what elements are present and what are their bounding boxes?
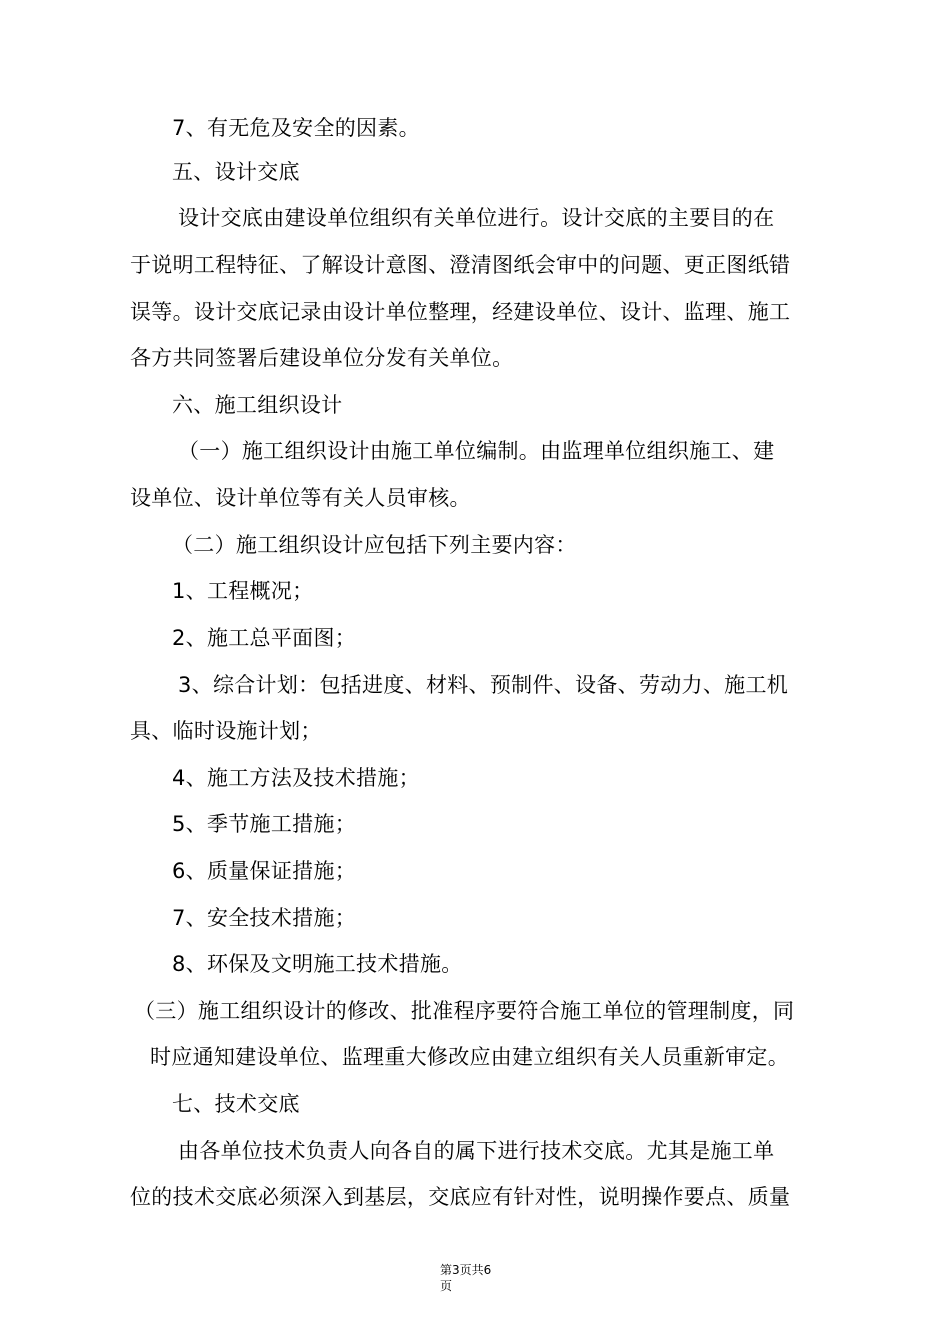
- paragraph-line: 位的技术交底必须深入到基层，交底应有针对性，说明操作要点、质量: [130, 1185, 791, 1209]
- section-heading-design-disclosure: 五、设计交底: [172, 160, 300, 184]
- list-item: 7、安全技术措施；: [172, 906, 357, 930]
- section-heading-construction-org-design: 六、施工组织设计: [172, 393, 343, 417]
- list-item-continuation: 具、临时设施计划；: [130, 719, 322, 743]
- list-item: 6、质量保证措施；: [172, 859, 357, 883]
- paragraph-line: 各方共同签署后建设单位分发有关单位。: [130, 346, 514, 370]
- section-heading-technical-disclosure: 七、技术交底: [172, 1092, 300, 1116]
- page-number-continuation: 页: [440, 1279, 453, 1293]
- list-item: 5、季节施工措施；: [172, 812, 357, 836]
- page-number: 第3页共6: [440, 1263, 492, 1277]
- paragraph-line: 于说明工程特征、了解设计意图、澄清图纸会审中的问题、更正图纸错: [130, 253, 791, 277]
- list-item-7-safety-factors: 7、有无危及安全的因素。: [172, 116, 420, 140]
- subsection-heading: （二）施工组织设计应包括下列主要内容：: [172, 533, 577, 557]
- paragraph-line: 时应通知建设单位、监理重大修改应由建立组织有关人员重新审定。: [150, 1045, 789, 1069]
- paragraph-line: （三）施工组织设计的修改、批准程序要符合施工单位的管理制度，同: [134, 999, 795, 1023]
- list-item: 8、环保及文明施工技术措施。: [172, 952, 463, 976]
- list-item: 1、工程概况；: [172, 579, 314, 603]
- paragraph-line: 误等。设计交底记录由设计单位整理，经建设单位、设计、监理、施工: [130, 300, 791, 324]
- paragraph-line: 设计交底由建设单位组织有关单位进行。设计交底的主要目的在: [178, 206, 775, 230]
- list-item: 3、综合计划：包括进度、材料、预制件、设备、劳动力、施工机: [178, 673, 789, 697]
- paragraph-line: 设单位、设计单位等有关人员审核。: [130, 486, 471, 510]
- paragraph-line: （一）施工组织设计由施工单位编制。由监理单位组织施工、建: [178, 439, 775, 463]
- paragraph-line: 由各单位技术负责人向各自的属下进行技术交底。尤其是施工单: [178, 1139, 775, 1163]
- list-item: 2、施工总平面图；: [172, 626, 357, 650]
- list-item: 4、施工方法及技术措施；: [172, 766, 420, 790]
